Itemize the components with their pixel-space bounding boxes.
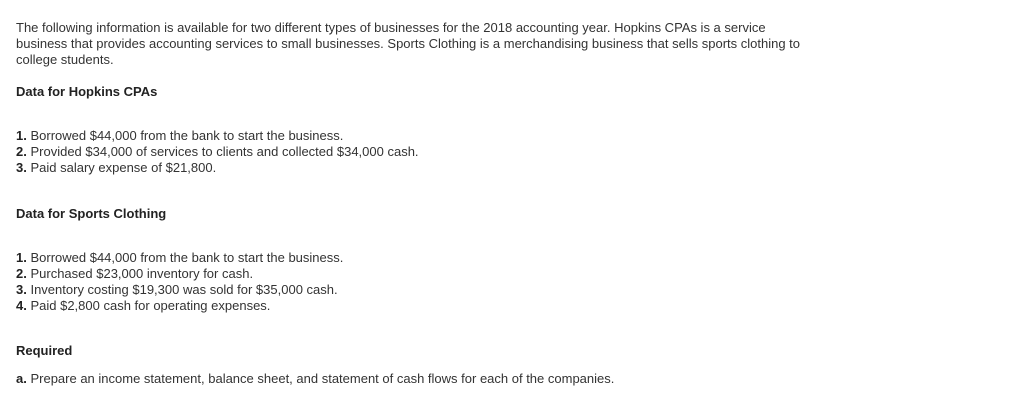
list-item (16, 250, 343, 266)
item-text: Purchased $23,000 inventory for cash. (30, 266, 254, 281)
sports-heading: Data for Sports Clothing (16, 206, 167, 221)
item-text: Borrowed $44,000 from the bank to start the business. (30, 250, 344, 265)
item-text: Borrowed $44,000 from the bank to start the business. (30, 128, 344, 143)
item-number: 3. (16, 160, 27, 175)
item-number: 3. (16, 282, 27, 297)
sports-list (16, 250, 343, 314)
list-item (16, 160, 419, 176)
hopkins-list (16, 128, 419, 176)
required-item (16, 371, 614, 387)
item-text: Paid $2,800 cash for operating expenses. (30, 298, 271, 313)
list-item (16, 298, 343, 314)
list-item (16, 128, 419, 144)
item-text: Paid salary expense of $21,800. (30, 160, 217, 175)
item-text: Inventory costing $19,300 was sold for $35,000 cash. (30, 282, 338, 297)
required-heading: Required (16, 343, 73, 358)
item-text: Provided $34,000 of services to clients and collected $34,000 cash. (30, 144, 419, 159)
list-item (16, 144, 419, 160)
item-number: 1. (16, 128, 27, 143)
item-letter: a. (16, 371, 27, 386)
item-number: 2. (16, 266, 27, 281)
item-number: 2. (16, 144, 27, 159)
intro-text: The following information is available for two different types of businesses for the 2018 accounting year. Hopkins CPAs is a service business that provides accounting services to small businesses. Sports Clothing is a merchandising business that sells sports clothing to college students. (16, 20, 801, 67)
intro-paragraph (16, 20, 816, 68)
list-item (16, 266, 343, 282)
item-text: Prepare an income statement, balance sheet, and statement of cash flows for each of the companies. (30, 371, 615, 386)
item-number: 4. (16, 298, 27, 313)
hopkins-heading: Data for Hopkins CPAs (16, 84, 158, 99)
list-item (16, 282, 343, 298)
item-number: 1. (16, 250, 27, 265)
